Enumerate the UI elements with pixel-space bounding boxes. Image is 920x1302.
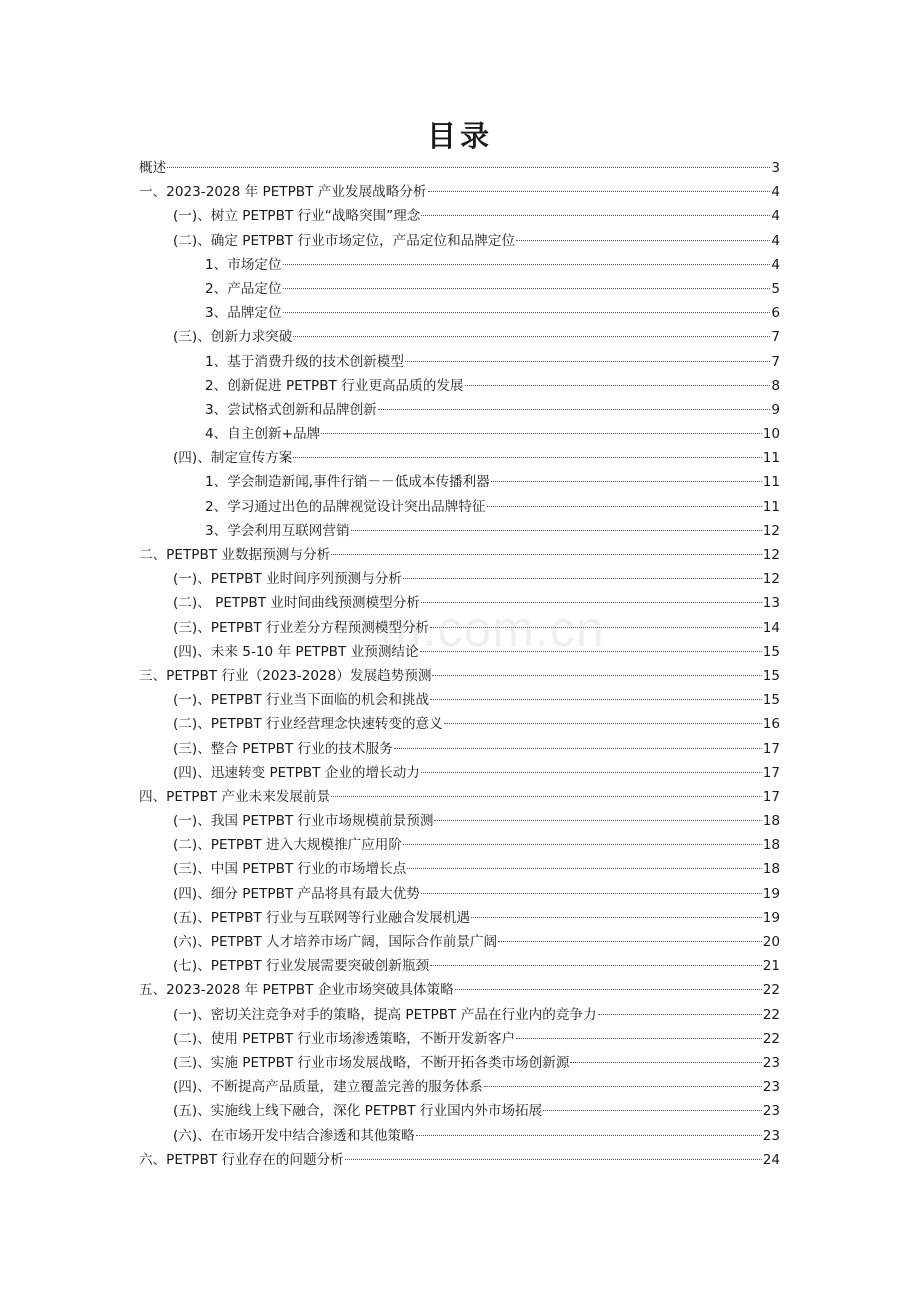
toc-entry-title[interactable]: 2、学习通过出色的品牌视觉设计突出品牌特征 — [205, 498, 486, 515]
toc-entry[interactable] — [139, 882, 780, 906]
toc-page-number[interactable]: 21 — [762, 958, 780, 975]
toc-entry-title[interactable]: 2、产品定位 — [205, 280, 282, 297]
toc-entry-title[interactable]: 二、PETPBT 业数据预测与分析 — [139, 547, 331, 563]
toc-entry-title[interactable]: 4、自主创新+品牌 — [205, 426, 321, 443]
toc-entry-title[interactable]: 1、基于消费升级的技术创新模型 — [205, 353, 404, 370]
toc-entry[interactable] — [139, 930, 780, 954]
toc-entry[interactable] — [139, 229, 780, 253]
toc-entry[interactable] — [139, 156, 780, 180]
toc-page-number[interactable]: 4 — [771, 256, 780, 273]
toc-page-number[interactable]: 24 — [762, 1151, 780, 1168]
toc-entry-title[interactable]: (二)、PETPBT 行业经营理念快速转变的意义 — [173, 716, 443, 733]
toc-page-number[interactable]: 20 — [762, 934, 780, 950]
toc-page-number[interactable]: 17 — [762, 740, 780, 757]
toc-page-number[interactable]: 22 — [762, 982, 780, 999]
toc-leader-dots — [351, 530, 762, 531]
toc-leader-dots — [434, 820, 761, 821]
toc-page-number[interactable]: 16 — [762, 716, 780, 733]
toc-entry[interactable] — [139, 785, 780, 809]
toc-leader-dots — [394, 748, 762, 749]
toc-entry-title[interactable]: (三)、整合 PETPBT 行业的技术服务 — [173, 740, 393, 757]
toc-entry[interactable] — [139, 325, 780, 349]
toc-leader-dots — [405, 361, 770, 362]
toc-entry-title[interactable]: (四)、细分 PETPBT 产品将具有最大优势 — [173, 885, 420, 902]
toc-leader-dots — [331, 554, 762, 555]
toc-page-number[interactable]: 5 — [771, 280, 780, 297]
toc-entry[interactable] — [139, 398, 780, 422]
toc-leader-dots — [167, 167, 770, 168]
toc-leader-dots — [420, 651, 762, 652]
toc-entry-title[interactable]: (一)、我国 PETPBT 行业市场规模前景预测 — [173, 813, 434, 830]
toc-leader-dots — [283, 288, 771, 289]
toc-leader-dots — [498, 941, 762, 942]
toc-entry[interactable] — [139, 277, 780, 301]
toc-page-number[interactable]: 4 — [771, 208, 780, 225]
toc-title: 目录 — [426, 119, 493, 153]
toc-leader-dots — [403, 844, 762, 845]
toc-page-number[interactable]: 23 — [762, 1054, 780, 1071]
toc-entry-title[interactable]: (四)、迅速转变 PETPBT 企业的增长动力 — [173, 764, 420, 781]
toc-entry-title[interactable]: (三)、实施 PETPBT 行业市场发展战略，不断开拓各类市场创新源 — [173, 1054, 570, 1071]
toc-leader-dots — [321, 433, 761, 434]
toc-page-number[interactable]: 9 — [771, 401, 780, 418]
toc-leader-dots — [430, 699, 762, 700]
toc-leader-dots — [430, 965, 762, 966]
toc-page-number[interactable]: 22 — [762, 1030, 780, 1047]
toc-entry-title[interactable]: 1、市场定位 — [205, 256, 282, 273]
toc-leader-dots — [455, 989, 762, 990]
toc-page-number[interactable]: 8 — [771, 377, 780, 394]
toc-entry-title[interactable]: (二)、PETPBT 进入大规模推广应用阶 — [173, 837, 402, 854]
toc-leader-dots — [331, 796, 762, 797]
toc-entry[interactable] — [139, 954, 780, 978]
toc-entry-title[interactable]: (二)、 PETPBT 业时间曲线预测模型分析 — [173, 595, 420, 612]
toc-entry-title[interactable]: (五)、实施线上线下融合，深化 PETPBT 行业国内外市场拓展 — [173, 1103, 543, 1120]
toc-page-number[interactable]: 15 — [762, 692, 780, 709]
toc-entry-title[interactable]: (三)、PETPBT 行业差分方程预测模型分析 — [173, 619, 430, 636]
toc-entry-title[interactable]: 1、学会制造新闻,事件行销－－低成本传播利器 — [205, 474, 490, 491]
toc-entry-title[interactable]: 概述 — [139, 160, 167, 176]
watermark: m.com.cn — [380, 601, 605, 657]
toc-leader-dots — [432, 675, 761, 676]
toc-page-number[interactable]: 6 — [771, 305, 780, 322]
toc-page-number[interactable]: 19 — [762, 885, 780, 902]
toc-entry-title[interactable]: (五)、PETPBT 行业与互联网等行业融合发展机遇 — [173, 909, 470, 926]
toc-entry-title[interactable]: 3、学会利用互联网营销 — [205, 522, 350, 539]
toc-leader-dots — [444, 723, 762, 724]
toc-entry-title[interactable]: (二)、确定 PETPBT 行业市场定位，产品定位和品牌定位 — [173, 232, 516, 249]
toc-entry[interactable] — [139, 1003, 780, 1027]
toc-entry[interactable] — [139, 567, 780, 591]
toc-page-number[interactable]: 12 — [762, 571, 780, 588]
toc-leader-dots — [465, 385, 771, 386]
toc-entry-title[interactable]: 四、PETPBT 产业未来发展前景 — [139, 788, 331, 805]
toc-entry[interactable] — [139, 1124, 780, 1148]
toc-page-number[interactable]: 14 — [762, 619, 780, 636]
toc-entry[interactable] — [139, 712, 780, 736]
toc-entry[interactable] — [139, 906, 780, 930]
toc-leader-dots — [421, 772, 762, 773]
toc-page-number[interactable]: 3 — [771, 160, 780, 176]
toc-page-number[interactable]: 11 — [762, 498, 780, 515]
toc-page-number[interactable]: 23 — [762, 1079, 780, 1096]
toc-entry[interactable] — [139, 1099, 780, 1123]
toc-page-number[interactable]: 17 — [762, 764, 780, 781]
toc-leader-dots — [516, 240, 770, 241]
toc-entry[interactable] — [139, 591, 780, 615]
toc-leader-dots — [487, 506, 762, 507]
toc-entry-title[interactable]: (三)、中国 PETPBT 行业的市场增长点 — [173, 861, 407, 878]
toc-leader-dots — [428, 191, 771, 192]
toc-entry-title[interactable]: (四)、制定宣传方案 — [173, 450, 293, 467]
toc-entry[interactable] — [139, 543, 780, 567]
toc-entry[interactable] — [139, 978, 780, 1002]
toc-entry[interactable] — [139, 204, 780, 228]
toc-entry[interactable] — [139, 640, 780, 664]
toc-entry[interactable] — [139, 664, 780, 688]
toc-page-number[interactable]: 7 — [771, 329, 780, 346]
toc-entry[interactable] — [139, 301, 780, 325]
toc-entry[interactable] — [139, 374, 780, 398]
toc-leader-dots — [484, 1086, 762, 1087]
toc-page-number[interactable]: 13 — [762, 595, 780, 612]
toc-entry-title[interactable]: (四)、未来 5-10 年 PETPBT 业预测结论 — [173, 643, 419, 660]
toc-page-number[interactable]: 15 — [762, 667, 780, 684]
toc-entry-title[interactable]: 五、2023-2028 年 PETPBT 企业市场突破具体策略 — [139, 982, 454, 999]
toc-entry-title[interactable]: 2、创新促进 PETPBT 行业更高品质的发展 — [205, 377, 464, 394]
toc-leader-dots — [421, 602, 762, 603]
toc-page-number[interactable]: 15 — [762, 643, 780, 660]
toc-entry-title[interactable]: (一)、密切关注竞争对手的策略，提高 PETPBT 产品在行业内的竞争力 — [173, 1006, 597, 1023]
toc-page-number[interactable]: 23 — [762, 1127, 780, 1144]
toc-entry-title[interactable]: 3、品牌定位 — [205, 305, 282, 322]
toc-entry[interactable] — [139, 495, 780, 519]
toc-entry[interactable] — [139, 253, 780, 277]
toc-page-number[interactable]: 7 — [771, 353, 780, 370]
toc-page-number[interactable]: 18 — [762, 813, 780, 830]
toc-entry[interactable] — [139, 180, 780, 204]
toc-entry[interactable] — [139, 470, 780, 494]
toc-leader-dots — [491, 481, 762, 482]
toc-page-number[interactable]: 17 — [762, 788, 780, 805]
toc-entry[interactable] — [139, 350, 780, 374]
toc-entry[interactable] — [139, 616, 780, 640]
toc-page-number[interactable]: 18 — [762, 861, 780, 878]
toc-entry[interactable] — [139, 809, 780, 833]
toc-page-number[interactable]: 4 — [771, 232, 780, 249]
toc-leader-dots — [293, 336, 770, 337]
toc-page-number[interactable]: 23 — [762, 1103, 780, 1120]
toc-list — [139, 156, 780, 1172]
toc-page-number[interactable]: 19 — [762, 909, 780, 926]
toc-entry[interactable] — [139, 446, 780, 470]
toc-leader-dots — [416, 1135, 762, 1136]
toc-leader-dots — [598, 1014, 762, 1015]
toc-page-number[interactable]: 22 — [762, 1006, 780, 1023]
toc-entry[interactable] — [139, 1148, 780, 1172]
toc-entry-title[interactable]: (一)、PETPBT 业时间序列预测与分析 — [173, 571, 402, 588]
toc-page-number[interactable]: 11 — [762, 450, 780, 467]
toc-page-number[interactable]: 10 — [762, 426, 780, 443]
toc-leader-dots — [283, 312, 771, 313]
toc-entry[interactable] — [139, 519, 780, 543]
toc-entry-title[interactable]: 三、PETPBT 行业（2023-2028）发展趋势预测 — [139, 667, 432, 684]
toc-entry-title[interactable]: (六)、在市场开发中结合渗透和其他策略 — [173, 1127, 415, 1144]
toc-entry[interactable] — [139, 688, 780, 712]
toc-page-number[interactable]: 12 — [762, 547, 780, 563]
toc-leader-dots — [543, 1110, 761, 1111]
toc-leader-dots — [421, 893, 762, 894]
toc-entry-title[interactable]: (一)、树立 PETPBT 行业“战略突围”理念 — [173, 208, 421, 225]
toc-page-number[interactable]: 12 — [762, 522, 780, 539]
toc-leader-dots — [293, 457, 761, 458]
toc-entry[interactable] — [139, 1027, 780, 1051]
toc-leader-dots — [516, 1038, 762, 1039]
toc-leader-dots — [283, 264, 771, 265]
toc-entry-title[interactable]: (一)、PETPBT 行业当下面临的机会和挑战 — [173, 692, 430, 709]
toc-entry-title[interactable]: (六)、PETPBT 人才培养市场广阔，国际合作前景广阔 — [173, 934, 498, 950]
toc-leader-dots — [570, 1062, 761, 1063]
toc-page-number[interactable]: 11 — [762, 474, 780, 491]
toc-entry-title[interactable]: 3、尝试格式创新和品牌创新 — [205, 401, 377, 418]
toc-entry-title[interactable]: 六、PETPBT 行业存在的问题分析 — [139, 1151, 344, 1168]
toc-leader-dots — [378, 409, 771, 410]
toc-page-number[interactable]: 4 — [771, 184, 780, 201]
toc-entry-title[interactable]: (二)、使用 PETPBT 行业市场渗透策略，不断开发新客户 — [173, 1030, 516, 1047]
toc-entry[interactable] — [139, 761, 780, 785]
toc-entry[interactable] — [139, 422, 780, 446]
toc-leader-dots — [430, 627, 762, 628]
toc-leader-dots — [403, 578, 762, 579]
toc-page-number[interactable]: 18 — [762, 837, 780, 854]
toc-leader-dots — [471, 917, 762, 918]
toc-entry-title[interactable]: (七)、PETPBT 行业发展需要突破创新瓶颈 — [173, 958, 430, 975]
toc-entry-title[interactable]: (四)、不断提高产品质量，建立覆盖完善的服务体系 — [173, 1079, 483, 1096]
toc-entry[interactable] — [139, 833, 780, 857]
toc-entry[interactable] — [139, 737, 780, 761]
toc-entry-title[interactable]: (三)、创新力求突破 — [173, 329, 293, 346]
toc-leader-dots — [421, 215, 770, 216]
toc-entry[interactable] — [139, 1051, 780, 1075]
toc-leader-dots — [345, 1159, 762, 1160]
toc-leader-dots — [407, 868, 761, 869]
toc-entry-title[interactable]: 一、2023-2028 年 PETPBT 产业发展战略分析 — [139, 184, 427, 201]
toc-entry[interactable] — [139, 857, 780, 881]
toc-entry[interactable] — [139, 1075, 780, 1099]
